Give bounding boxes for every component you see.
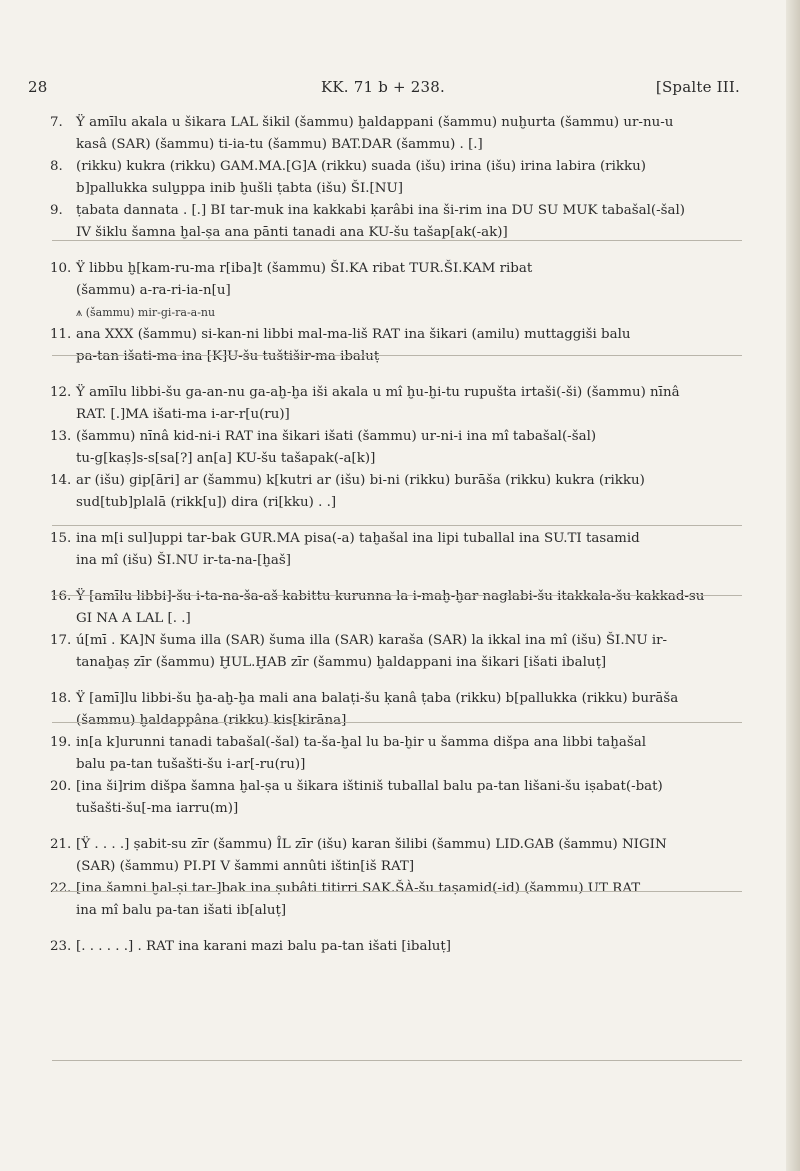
line-number: 8. (50, 159, 63, 174)
line-gap (52, 244, 742, 258)
section-divider (52, 1060, 742, 1061)
line-number: 23. (50, 939, 72, 954)
line-text-row: RAT. [.]MA išati-ma i-ar-r[u(ru)] (76, 407, 290, 422)
line-gap (52, 368, 742, 382)
line-number: 9. (50, 203, 63, 218)
line-text (76, 112, 742, 156)
line-text (76, 156, 742, 200)
line-text-row: IV šiklu šamna ḫal-ṣa ana pānti tanadi ana KU-šu tašap[ak(-ak)] (76, 225, 508, 240)
line-number: 11. (50, 327, 72, 342)
line-text-row: balu pa-tan tušašti-šu i-ar[-ru(ru)] (76, 757, 306, 772)
line-number: 12. (50, 385, 72, 400)
line-text-row: (šammu) ḫaldappâna (rikku) kis[kirāna] (76, 713, 347, 728)
line-number: 13. (50, 429, 72, 444)
line-text (76, 200, 742, 244)
text-line (52, 776, 742, 820)
line-gap (52, 820, 742, 834)
line-text-row: ar (išu) gip[āri] ar (šammu) k[kutri ar (išu) bi-ni (rikku) burāša (rikku) kukra (rikku) (76, 473, 645, 488)
line-text (76, 936, 742, 958)
line-text (76, 528, 742, 572)
line-number: 16. (50, 589, 72, 604)
line-number: 10. (50, 261, 72, 276)
line-text-row: Ÿ libbu ḫ[kam-ru-ma r[iba]t (šammu) ŠI.KA ribat TUR.ŠI.KAM ribat (76, 261, 533, 276)
line-number: 19. (50, 735, 72, 750)
line-text-row: [Ÿ . . . .] ṣabit-su zīr (šammu) ÎL zīr (išu) karan šilibi (šammu) LID.GAB (šammu) NIGIN (76, 837, 667, 852)
line-text-row: [ina šamni ḫal-ṣi tar-]bak ina ṣubâti titirri SAK.ŠÀ-šu taṣamid(-id) (šammu) UT RAT (76, 881, 641, 896)
text-line (52, 834, 742, 878)
text-line (52, 630, 742, 674)
line-number: 22. (50, 881, 72, 896)
text-line (52, 324, 742, 368)
line-number: 21. (50, 837, 72, 852)
line-text-row: [. . . . . .] . RAT ina karani mazi balu pa-tan išati [ibaluṭ] (76, 939, 451, 954)
line-text (76, 878, 742, 922)
line-text-row: pa-tan išati-ma ina [K]U-šu tuštišir-ma ibaluṭ (76, 349, 380, 364)
line-number: 7. (50, 115, 63, 130)
line-gap (52, 572, 742, 586)
line-text-row: kasâ (SAR) (šammu) ti-ia-tu (šammu) BAT.DAR (šammu) . [.] (76, 137, 483, 152)
line-text (76, 258, 742, 324)
line-text-row: b]pallukka sulu̱ppa inib ḫušli ṭabta (išu) ŠI.[NU] (76, 181, 403, 196)
line-text-row: Ÿ amīlu libbi-šu ga-an-nu ga-aḫ-ḫa iši akala u mî ḫu-ḫi-tu rupušta irtaši(-ši) (šammu) nīnâ (76, 385, 680, 400)
line-text-row: [ina ši]rim dišpa šamna ḫal-ṣa u šikara ištiniš tuballal balu pa-tan lišani-šu iṣabat(-bat) (76, 779, 663, 794)
text-line (52, 156, 742, 200)
text-line (52, 688, 742, 732)
line-text-row: ana XXX (šammu) si-kan-ni libbi mal-ma-liš RAT ina šikari (amilu) muttaggiši balu (76, 327, 631, 342)
text-line (52, 112, 742, 156)
line-text-row: (SAR) (šammu) PI.PI V šammi annûti ištin[iš RAT] (76, 859, 415, 874)
line-text (76, 630, 742, 674)
line-text-row: ina mî (išu) ŠI.NU ir-ta-na-[ḫaš] (76, 553, 292, 568)
line-text (76, 586, 742, 630)
line-text (76, 382, 742, 426)
text-line (52, 732, 742, 776)
text-line (52, 586, 742, 630)
line-text-row: tu-g[kaṣ]s-s[sa[?] an[a] KU-šu tašapak(-a[k)] (76, 451, 376, 466)
text-line (52, 200, 742, 244)
text-line (52, 382, 742, 426)
line-number: 15. (50, 531, 72, 546)
page-edge (786, 0, 800, 1171)
line-text-row: ina m[i sul]uppi tar-bak GUR.MA pisa(-a) taḫašal ina lipi tuballal ina SU.TI tasamid (76, 531, 640, 546)
column-label: [Spalte III. (655, 78, 740, 96)
line-text-row: GI NA A LAL [. .] (76, 611, 191, 626)
line-text (76, 834, 742, 878)
line-text (76, 470, 742, 514)
text-line (52, 878, 742, 922)
text-line (52, 470, 742, 514)
line-number: 18. (50, 691, 72, 706)
line-text-row: tanaḫaṣ zīr (šammu) ḪUL.ḪAB zīr (šammu) ḫaldappani ina šikari [išati ibaluṭ] (76, 655, 607, 670)
line-text-row: Ÿ amīlu akala u šikara LAL šikil (šammu) ḫaldappani (šammu) nuḫurta (šammu) ur-nu-u (76, 115, 674, 130)
line-text-row: (rikku) kukra (rikku) GAM.MA.[G]A (rikku) suada (išu) irina (išu) irina labira (rikku) (76, 159, 646, 174)
line-gap (52, 922, 742, 936)
section-divider (52, 240, 742, 241)
line-text-row: (šammu) nīnâ kid-ni-i RAT ina šikari išati (šammu) ur-ni-i ina mî tabašal(-šal) (76, 429, 597, 444)
line-text-row: tušašti-šu[-ma iarru(m)] (76, 801, 239, 816)
line-text (76, 426, 742, 470)
line-number: 20. (50, 779, 72, 794)
tablet-reference: KK. 71 b + 238. (321, 78, 445, 96)
section-divider (52, 355, 742, 356)
line-text-row: (šammu) a-ra-ri-ia-n[u] (76, 283, 231, 298)
section-divider (52, 722, 742, 723)
line-number: 17. (50, 633, 72, 648)
page-number: 28 (28, 78, 48, 96)
line-text (76, 688, 742, 732)
section-divider (52, 891, 742, 892)
section-divider (52, 525, 742, 526)
section-divider (52, 595, 742, 596)
line-text (76, 776, 742, 820)
text-line (52, 258, 742, 324)
line-text-row: ú[mī . KA]N šuma illa (SAR) šuma illa (SAR) karaša (SAR) la ikkal ina mî (išu) ŠI.NU ir- (76, 633, 668, 648)
line-gap (52, 674, 742, 688)
line-text-row: sud[tub]plalā (rikk[u]) dira (ri[kku) . .] (76, 495, 337, 510)
page-header (28, 78, 740, 102)
line-text (76, 324, 742, 368)
text-line (52, 936, 742, 958)
line-text-row: Ÿ [amīlu libbi]-šu i-ta-na-ša-aš kabittu kurunna la i-maḫ-ḫar naglabi-šu itakkala-šu kakkad-su (76, 589, 705, 604)
line-text-row: ina mî balu pa-tan išati ib[aluṭ] (76, 903, 287, 918)
line-text-row: Ÿ [amī]lu libbi-šu ḫa-aḫ-ḫa mali ana balaṭi-šu ḳanâ ṭaba (rikku) b[pallukka (rikku) burāša (76, 691, 679, 706)
line-text (76, 732, 742, 776)
text-line (52, 426, 742, 470)
line-number: 14. (50, 473, 72, 488)
variant-note: ⩚ (šammu) mir-gi-ra-a-nu (76, 306, 216, 319)
transliteration-body (52, 112, 742, 958)
line-text-row: in[a k]urunni tanadi tabašal(-šal) ta-ša-ḫal lu ba-ḫir u šamma dišpa ana libbi taḫašal (76, 735, 646, 750)
line-text-row: ṭabata dannata . [.] BI tar-muk ina kakkabi ḳarâbi ina ši-rim ina DU SU MUK tabašal(-šal) (76, 203, 685, 218)
text-line (52, 528, 742, 572)
